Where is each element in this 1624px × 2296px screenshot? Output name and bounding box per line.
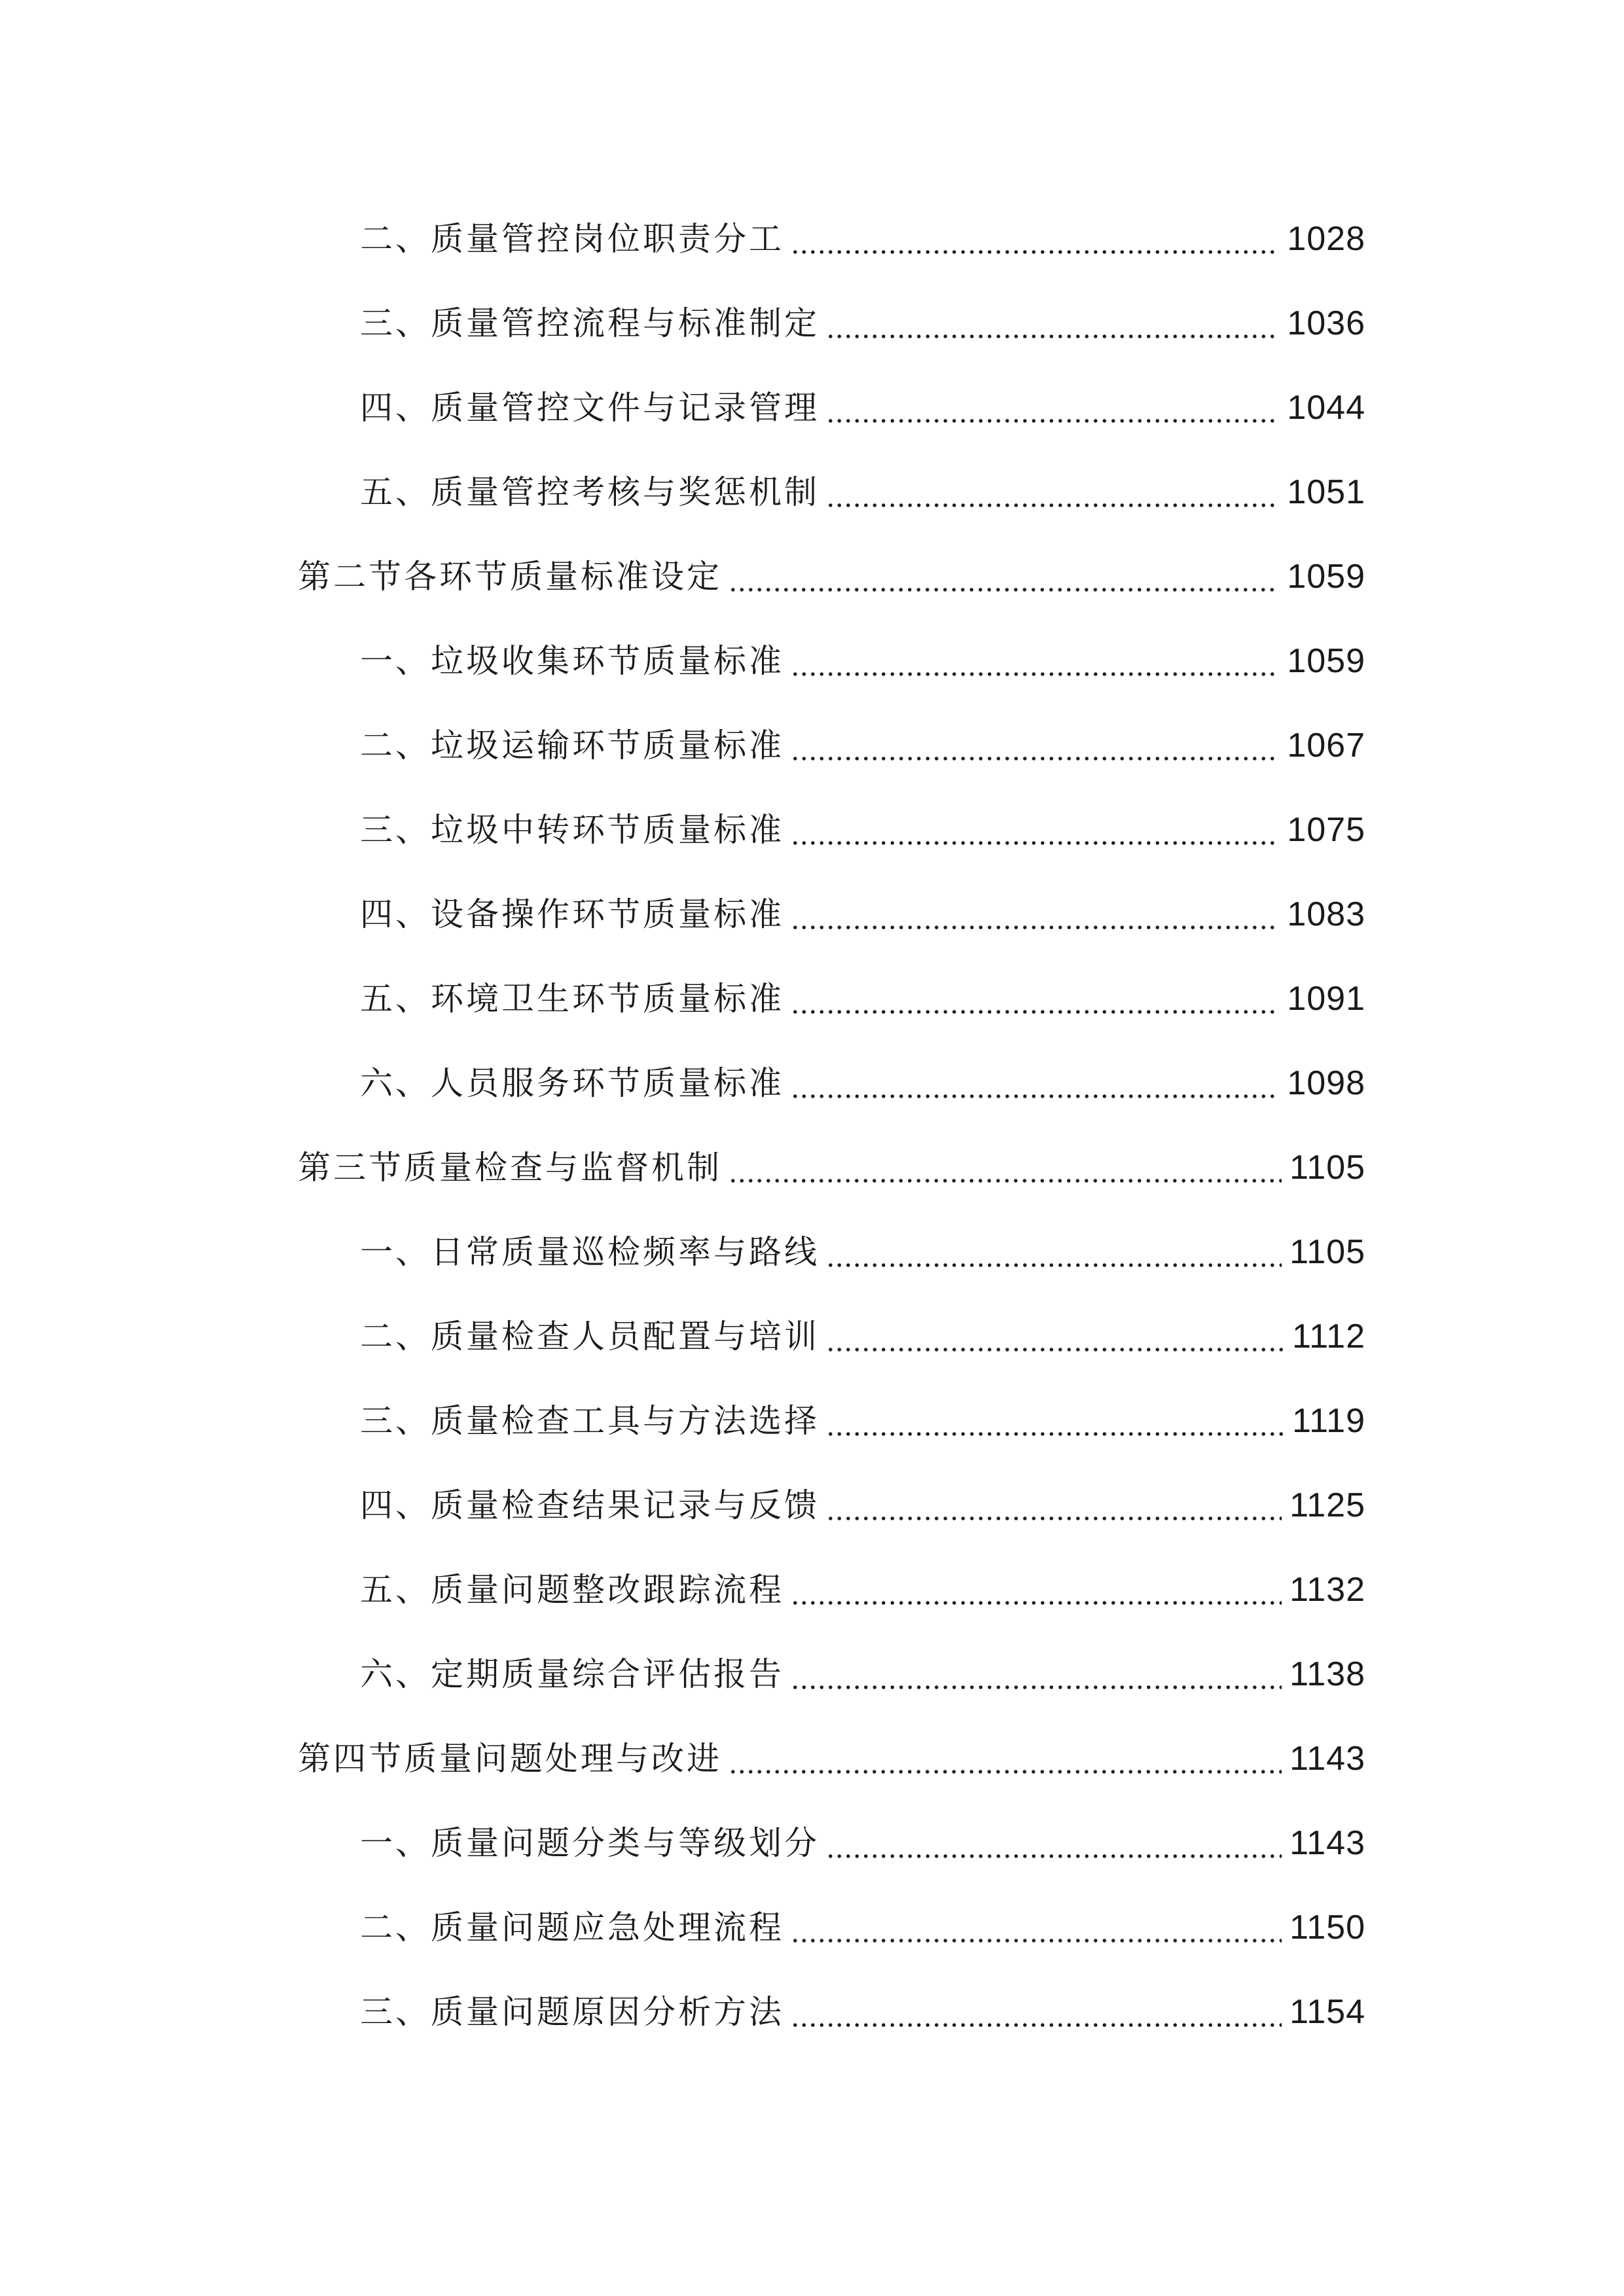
toc-entry[interactable] — [360, 1300, 1365, 1372]
toc-dot-leader — [791, 1573, 1282, 1606]
toc-entry-title: 四、质量检查结果记录与反馈 — [360, 1486, 820, 1524]
toc-entry[interactable] — [360, 709, 1365, 781]
toc-entry[interactable] — [360, 203, 1365, 275]
toc-page-number: 1067 — [1287, 726, 1365, 764]
toc-section-entry[interactable] — [298, 541, 1365, 613]
toc-entry-title: 第二节各环节质量标准设定 — [298, 558, 722, 596]
toc-entry[interactable] — [360, 456, 1365, 528]
toc-page-number: 1143 — [1290, 1824, 1365, 1862]
toc-dot-leader — [826, 1405, 1284, 1437]
toc-page-number: 1091 — [1287, 980, 1365, 1018]
toc-dot-leader — [791, 1911, 1282, 1944]
toc-page-number: 1119 — [1292, 1402, 1365, 1440]
toc-entry-title: 六、人员服务环节质量标准 — [360, 1064, 784, 1102]
toc-entry-title: 三、质量管控流程与标准制定 — [360, 304, 820, 342]
toc-entry-title: 三、质量问题原因分析方法 — [360, 1993, 784, 2031]
toc-page-number: 1036 — [1287, 304, 1365, 342]
toc-dot-leader — [791, 1996, 1282, 2028]
toc-entry[interactable] — [360, 1638, 1365, 1710]
toc-dot-leader — [791, 814, 1279, 846]
toc-entry-title: 二、质量问题应急处理流程 — [360, 1909, 784, 1946]
toc-dot-leader — [791, 1658, 1282, 1691]
toc-dot-leader — [826, 307, 1279, 340]
toc-entry-title: 六、定期质量综合评估报告 — [360, 1655, 784, 1693]
toc-entry[interactable] — [360, 1554, 1365, 1626]
toc-page-number: 1098 — [1287, 1064, 1365, 1102]
toc-dot-leader — [729, 1151, 1282, 1184]
toc-entry[interactable] — [360, 625, 1365, 697]
toc-dot-leader — [729, 560, 1279, 593]
toc-page-number: 1150 — [1290, 1909, 1365, 1946]
toc-page-number: 1112 — [1292, 1318, 1365, 1355]
toc-dot-leader — [826, 391, 1279, 424]
toc-entry-title: 第三节质量检查与监督机制 — [298, 1149, 722, 1187]
toc-entry[interactable] — [360, 963, 1365, 1035]
toc-section-entry[interactable] — [298, 1132, 1365, 1204]
toc-entry-title: 三、质量检查工具与方法选择 — [360, 1402, 820, 1440]
toc-entry[interactable] — [360, 1385, 1365, 1457]
toc-page-number: 1105 — [1290, 1149, 1365, 1187]
toc-entry-title: 一、质量问题分类与等级划分 — [360, 1824, 820, 1862]
toc-dot-leader — [826, 1236, 1282, 1268]
toc-dot-leader — [791, 982, 1279, 1015]
toc-entry[interactable] — [360, 1047, 1365, 1119]
toc-page-number: 1059 — [1287, 642, 1365, 680]
toc-entry-title: 二、质量管控岗位职责分工 — [360, 220, 784, 258]
toc-entry-title: 五、质量管控考核与奖惩机制 — [360, 473, 820, 511]
toc-section-entry[interactable] — [298, 1723, 1365, 1795]
toc-page-number: 1125 — [1290, 1486, 1365, 1524]
toc-entry-title: 二、垃圾运输环节质量标准 — [360, 726, 784, 764]
toc-entry[interactable] — [360, 372, 1365, 444]
toc-dot-leader — [791, 223, 1279, 255]
toc-dot-leader — [826, 1320, 1284, 1353]
toc-page-number: 1138 — [1290, 1655, 1365, 1693]
toc-dot-leader — [791, 645, 1279, 677]
toc-dot-leader — [791, 1067, 1279, 1100]
toc-entry-title: 二、质量检查人员配置与培训 — [360, 1318, 820, 1355]
toc-entry-title: 一、日常质量巡检频率与路线 — [360, 1233, 820, 1271]
toc-entry-title: 四、质量管控文件与记录管理 — [360, 389, 820, 427]
toc-entry[interactable] — [360, 794, 1365, 866]
toc-dot-leader — [826, 1489, 1282, 1522]
toc-page-number: 1132 — [1290, 1571, 1365, 1609]
toc-page-number: 1044 — [1287, 389, 1365, 427]
toc-entry-title: 五、环境卫生环节质量标准 — [360, 980, 784, 1018]
toc-entry-title: 第四节质量问题处理与改进 — [298, 1740, 722, 1778]
toc-page-number: 1083 — [1287, 895, 1365, 933]
toc-dot-leader — [826, 1827, 1282, 1859]
toc-page-number: 1075 — [1287, 811, 1365, 849]
toc-entry-title: 五、质量问题整改跟踪流程 — [360, 1571, 784, 1609]
toc-dot-leader — [791, 729, 1279, 762]
toc-page-number: 1028 — [1287, 220, 1365, 258]
toc-entry-title: 四、设备操作环节质量标准 — [360, 895, 784, 933]
toc-dot-leader — [791, 898, 1279, 931]
toc-entry[interactable] — [360, 1469, 1365, 1541]
toc-page-number: 1143 — [1290, 1740, 1365, 1778]
toc-entry[interactable] — [360, 1976, 1365, 2048]
toc-entry-title: 三、垃圾中转环节质量标准 — [360, 811, 784, 849]
toc-page-number: 1051 — [1287, 473, 1365, 511]
toc-entry[interactable] — [360, 1216, 1365, 1288]
toc-page-number: 1105 — [1290, 1233, 1365, 1271]
toc-entry[interactable] — [360, 878, 1365, 950]
toc-dot-leader — [826, 476, 1279, 509]
toc-page-number: 1154 — [1290, 1993, 1365, 2031]
toc-entry[interactable] — [360, 1892, 1365, 1964]
toc-entry-title: 一、垃圾收集环节质量标准 — [360, 642, 784, 680]
toc-page-number: 1059 — [1287, 558, 1365, 596]
toc-entry[interactable] — [360, 1807, 1365, 1879]
toc-entry[interactable] — [360, 287, 1365, 359]
toc-dot-leader — [729, 1742, 1282, 1775]
